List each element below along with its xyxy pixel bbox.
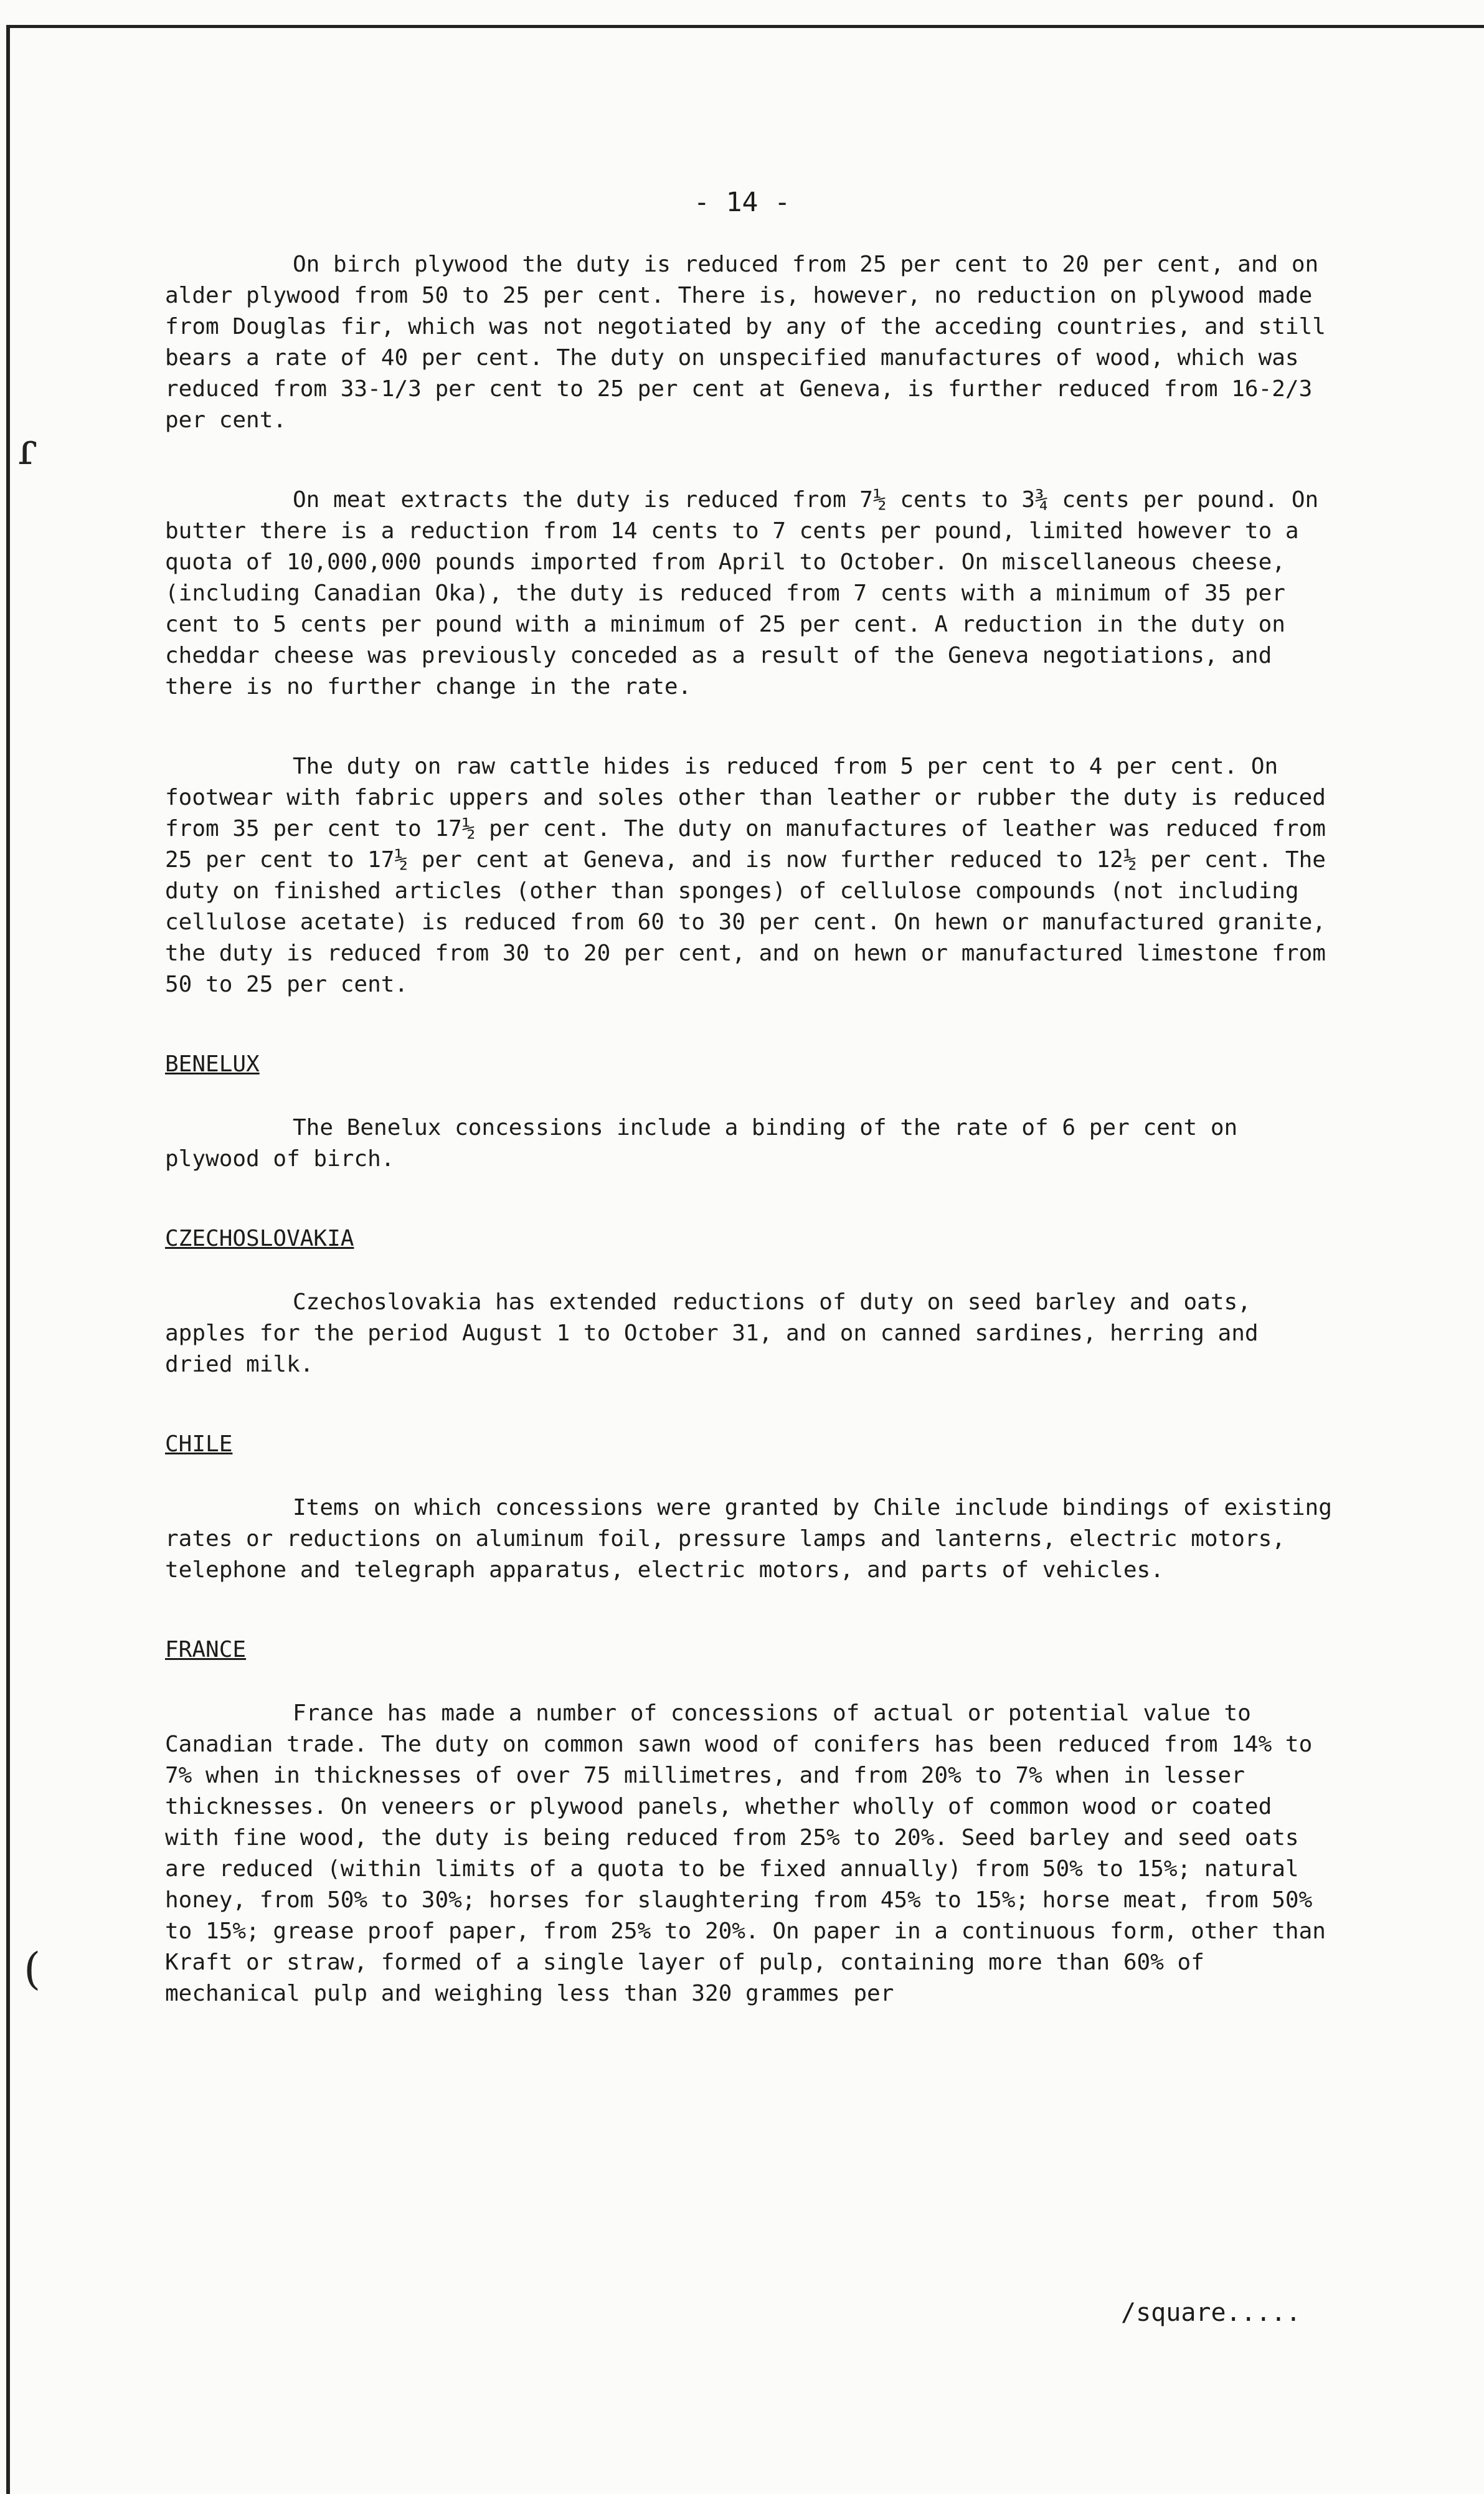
paragraph-benelux: The Benelux concessions include a binding of the rate of 6 per cent on plywood of birch.	[165, 1115, 1251, 1172]
section-heading-benelux: BENELUX	[165, 1051, 260, 1077]
page-border-left	[6, 25, 10, 2494]
margin-mark-icon: ɾ	[17, 424, 37, 475]
paragraph-hides-footwear: The duty on raw cattle hides is reduced from 5 per cent to 4 per cent. On footwear with fabric uppers and soles other than leather or rubber the duty is reduced from 35 per cent to 17½ per cent. The duty on manufactures of leather was reduced from 25 per cent to 17½ per cent at Geneva, and is now further reduced to 12½ per cent. The duty on finished articles (other than sponges) of cellulose compounds (not including cellulose acetate) is reduced from 60 to 30 per cent. On hewn or manufactured granite, the duty is reduced from 30 to 20 per cent, and on hewn or manufactured limestone from 50 to 25 per cent.	[165, 754, 1340, 997]
paragraph-plywood: On birch plywood the duty is reduced from 25 per cent to 20 per cent, and on alder plywood from 50 to 25 per cent. There is, however, no reduction on plywood made from Douglas fir, which was not negotiated by any of the acceding countries, and still bears a rate of 40 per cent. The duty on unspecified manufactures of wood, which was reduced from 33-1/3 per cent to 25 per cent at Geneva, is further reduced from 16-2/3 per cent.	[165, 252, 1340, 433]
continuation-footer: /square.....	[1121, 2298, 1301, 2327]
section-heading-czechoslovakia: CZECHOSLOVAKIA	[165, 1226, 354, 1251]
paragraph-chile: Items on which concessions were granted by Chile include bindings of existing rates or reductions on aluminum foil, pressure lamps and lanterns, electric motors, telephone and telegraph apparatus, electric motors, and parts of vehicles.	[165, 1495, 1346, 1583]
paragraph-france: France has made a number of concessions of actual or potential value to Canadian trade. The duty on common sawn wood of conifers has been reduced from 14% to 7% when in thicknesses of over 75 millimetres, and from 20% to 7% when in lesser thicknesses. On veneers or plywood panels, whether wholly of common wood or coated with fine wood, the duty is being reduced from 25% to 20%. Seed barley and seed oats are reduced (within limits of a quota to be fixed annually) from 50% to 15%; natural honey, from 50% to 30%; horses for slaughtering from 45% to 15%; horse meat, from 50% to 15%; grease proof paper, from 25% to 20%. On paper in a continuous form, other than Kraft or straw, formed of a single layer of pulp, containing more than 60% of mechanical pulp and weighing less than 320 grammes per	[165, 1700, 1340, 2006]
section-heading-france: FRANCE	[165, 1637, 247, 1662]
page-border-top	[6, 25, 1484, 28]
document-body	[165, 249, 1346, 2058]
paragraph-meat-butter-cheese: On meat extracts the duty is reduced from 7½ cents to 3¾ cents per pound. On butter there is a reduction from 14 cents to 7 cents per pound, limited however to a quota of 10,000,000 pounds imported from April to October. On miscellaneous cheese, (including Canadian Oka), the duty is reduced from 7 cents with a minimum of 35 per cent to 5 cents per pound with a minimum of 25 per cent. A reduction in the duty on cheddar cheese was previously conceded as a result of the Geneva negotiations, and there is no further change in the rate.	[165, 487, 1332, 699]
page-number: - 14 -	[693, 187, 791, 218]
margin-bracket-icon: (	[24, 1943, 41, 1994]
section-heading-chile: CHILE	[165, 1431, 233, 1457]
paragraph-czechoslovakia: Czechoslovakia has extended reductions of duty on seed barley and oats, apples for the period August 1 to October 31, and on canned sardines, herring and dried milk.	[165, 1289, 1272, 1377]
